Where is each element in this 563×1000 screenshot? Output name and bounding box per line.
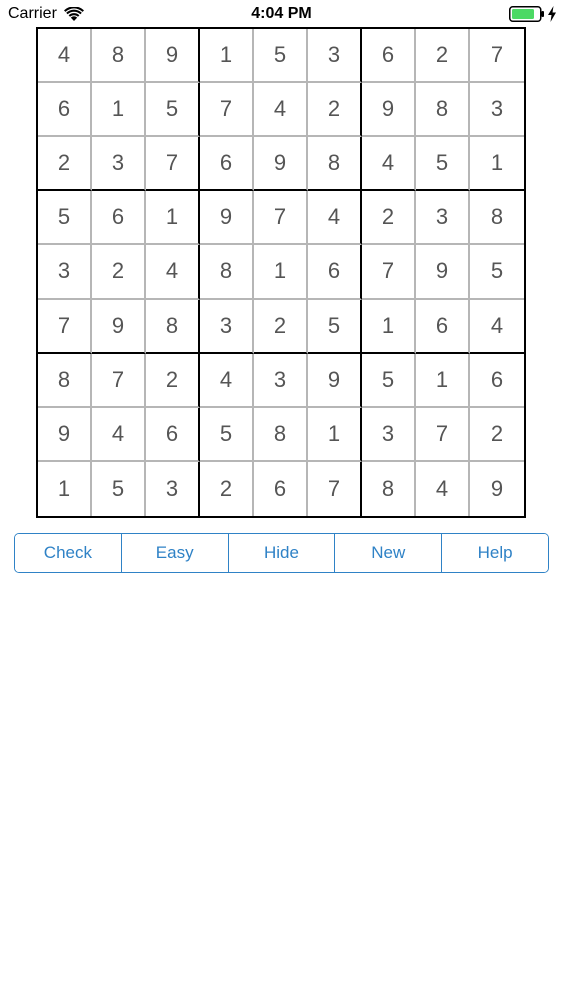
check-button[interactable]: Check <box>15 534 122 572</box>
sudoku-cell[interactable]: 5 <box>146 83 200 137</box>
sudoku-cell[interactable]: 2 <box>470 408 524 462</box>
easy-button[interactable]: Easy <box>122 534 229 572</box>
sudoku-cell[interactable]: 3 <box>362 408 416 462</box>
sudoku-cell[interactable]: 8 <box>200 245 254 299</box>
sudoku-cell[interactable]: 1 <box>416 354 470 408</box>
sudoku-cell[interactable]: 4 <box>416 462 470 516</box>
sudoku-cell[interactable]: 6 <box>92 191 146 245</box>
sudoku-cell[interactable]: 4 <box>254 83 308 137</box>
sudoku-cell[interactable]: 9 <box>362 83 416 137</box>
sudoku-board <box>36 27 526 518</box>
sudoku-cell[interactable]: 1 <box>92 83 146 137</box>
sudoku-cell[interactable]: 4 <box>146 245 200 299</box>
sudoku-cell[interactable]: 9 <box>490 475 504 501</box>
help-button[interactable]: Help <box>442 534 548 572</box>
battery-icon <box>509 6 545 22</box>
sudoku-cell[interactable]: 1 <box>362 300 416 354</box>
sudoku-cell[interactable]: 5 <box>200 408 254 462</box>
sudoku-cell[interactable]: 3 <box>38 245 92 299</box>
sudoku-cell[interactable]: 9 <box>92 300 146 354</box>
sudoku-cell[interactable]: 8 <box>362 462 416 516</box>
sudoku-cell[interactable]: 1 <box>200 29 254 83</box>
carrier-label: Carrier <box>8 5 57 22</box>
sudoku-cell[interactable]: 1 <box>38 462 92 516</box>
sudoku-cell[interactable]: 3 <box>416 191 470 245</box>
sudoku-cell[interactable]: 4 <box>92 408 146 462</box>
sudoku-cell[interactable]: 7 <box>38 300 92 354</box>
new-button[interactable]: New <box>335 534 442 572</box>
sudoku-cell[interactable]: 6 <box>470 354 524 408</box>
sudoku-cell[interactable]: 7 <box>146 137 200 191</box>
sudoku-cell[interactable]: 7 <box>200 83 254 137</box>
sudoku-cell[interactable]: 1 <box>254 245 308 299</box>
sudoku-cell[interactable]: 5 <box>416 137 470 191</box>
sudoku-cell[interactable]: 2 <box>362 191 416 245</box>
sudoku-cell[interactable]: 7 <box>362 245 416 299</box>
sudoku-cell[interactable]: 7 <box>416 408 470 462</box>
sudoku-cell[interactable]: 7 <box>470 29 524 83</box>
sudoku-cell[interactable]: 3 <box>470 83 524 137</box>
sudoku-cell[interactable]: 3 <box>92 137 146 191</box>
sudoku-cell[interactable]: 5 <box>38 191 92 245</box>
sudoku-cell[interactable]: 6 <box>146 408 200 462</box>
sudoku-cell[interactable]: 4 <box>470 300 524 354</box>
sudoku-cell[interactable]: 5 <box>362 354 416 408</box>
sudoku-cell[interactable]: 2 <box>200 462 254 516</box>
sudoku-cell[interactable]: 2 <box>146 354 200 408</box>
sudoku-cell[interactable]: 2 <box>38 137 92 191</box>
sudoku-cell[interactable]: 9 <box>416 245 470 299</box>
hide-button[interactable]: Hide <box>229 534 336 572</box>
sudoku-cell[interactable]: 5 <box>254 29 308 83</box>
sudoku-cell[interactable]: 3 <box>308 29 362 83</box>
sudoku-cell[interactable]: 4 <box>38 29 92 83</box>
sudoku-cell[interactable]: 9 <box>254 137 308 191</box>
sudoku-cell[interactable]: 7 <box>254 191 308 245</box>
sudoku-cell[interactable]: 6 <box>362 29 416 83</box>
sudoku-cell[interactable]: 9 <box>38 408 92 462</box>
sudoku-cell[interactable]: 6 <box>254 462 308 516</box>
sudoku-cell[interactable]: 3 <box>254 354 308 408</box>
battery-indicator <box>509 6 557 22</box>
sudoku-cell[interactable]: 5 <box>470 245 524 299</box>
sudoku-cell[interactable]: 1 <box>146 191 200 245</box>
sudoku-cell[interactable]: 1 <box>308 408 362 462</box>
sudoku-cell[interactable]: 6 <box>200 137 254 191</box>
sudoku-cell[interactable]: 6 <box>416 300 470 354</box>
sudoku-cell[interactable]: 3 <box>200 300 254 354</box>
sudoku-cell[interactable]: 9 <box>308 354 362 408</box>
sudoku-cell[interactable]: 6 <box>308 245 362 299</box>
sudoku-cell[interactable]: 8 <box>38 354 92 408</box>
sudoku-cell[interactable]: 2 <box>254 300 308 354</box>
sudoku-cell[interactable]: 9 <box>200 191 254 245</box>
sudoku-cell[interactable]: 8 <box>416 83 470 137</box>
sudoku-cell[interactable]: 8 <box>470 191 524 245</box>
sudoku-cell[interactable]: 4 <box>308 191 362 245</box>
charging-bolt-icon <box>547 6 557 22</box>
sudoku-cell[interactable]: 8 <box>254 408 308 462</box>
sudoku-cell[interactable]: 2 <box>308 83 362 137</box>
sudoku-cell[interactable]: 4 <box>200 354 254 408</box>
action-segmented-control <box>14 533 549 573</box>
sudoku-cell[interactable]: 9 <box>146 29 200 83</box>
sudoku-cell[interactable]: 7 <box>92 354 146 408</box>
sudoku-cell[interactable]: 1 <box>470 137 524 191</box>
sudoku-cell[interactable]: 5 <box>92 462 146 516</box>
sudoku-cell[interactable]: 8 <box>146 300 200 354</box>
sudoku-cell[interactable]: 7 <box>308 462 362 516</box>
status-bar <box>0 0 563 28</box>
sudoku-cell[interactable]: 6 <box>38 83 92 137</box>
sudoku-cell[interactable]: 4 <box>362 137 416 191</box>
status-time: 4:04 PM <box>251 5 312 22</box>
sudoku-cell[interactable]: 2 <box>92 245 146 299</box>
sudoku-cell[interactable]: 2 <box>416 29 470 83</box>
sudoku-cell[interactable]: 5 <box>308 300 362 354</box>
sudoku-cell[interactable]: 8 <box>92 29 146 83</box>
sudoku-cell[interactable]: 3 <box>146 462 200 516</box>
sudoku-cell[interactable]: 8 <box>308 137 362 191</box>
